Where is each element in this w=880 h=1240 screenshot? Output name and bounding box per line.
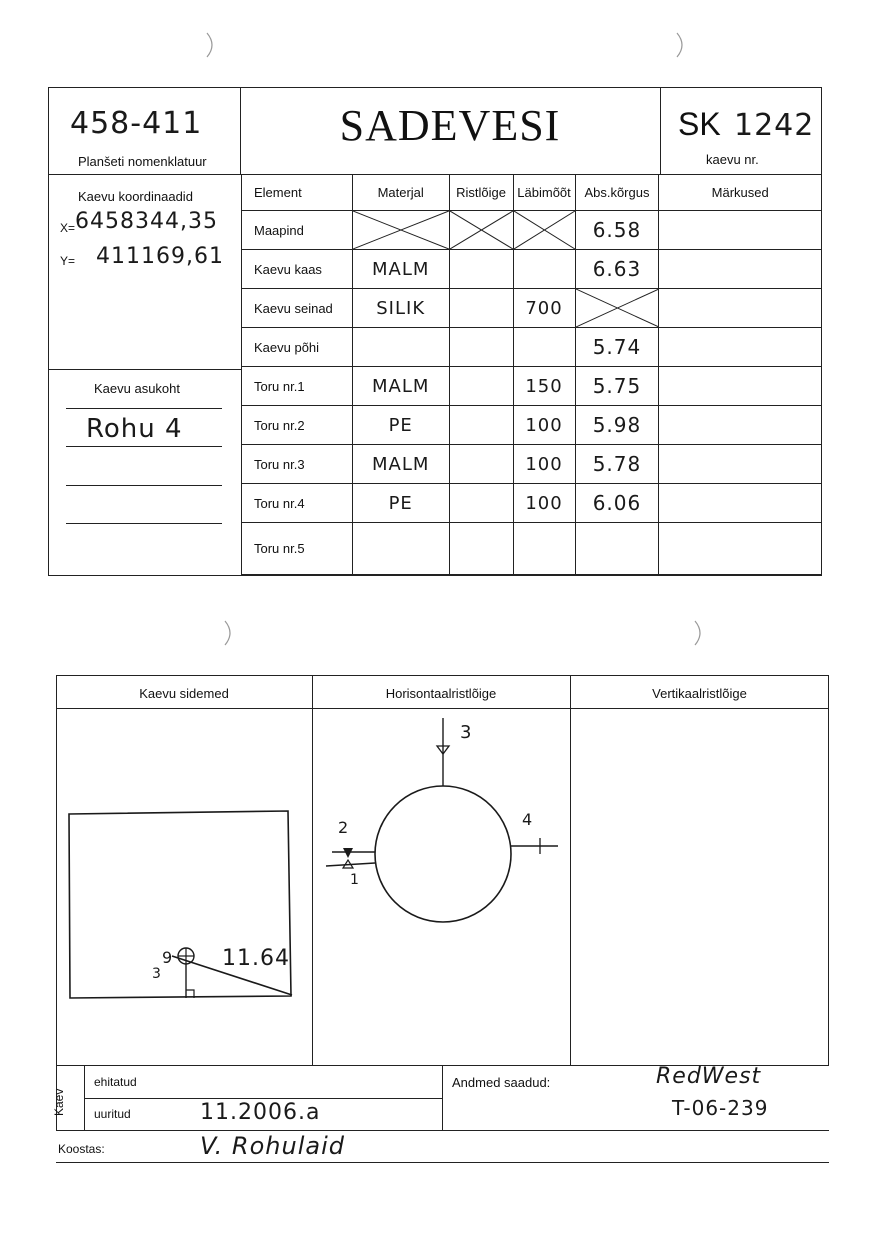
cell-markused <box>659 328 822 367</box>
coords-x-label: X= <box>60 221 76 235</box>
koostas-line <box>56 1162 829 1163</box>
sketch-small-label-b: 3 <box>152 966 162 982</box>
table-row <box>242 406 822 445</box>
table-row <box>242 445 822 484</box>
cell-markused <box>659 211 822 250</box>
table-row <box>242 328 822 367</box>
cell-ristloige <box>449 250 513 289</box>
cell-materjal <box>352 523 449 575</box>
punch-mark <box>692 620 706 646</box>
element-table <box>241 174 822 575</box>
cell-markused <box>659 406 822 445</box>
cell-crossed <box>449 211 513 250</box>
coords-y-label: Y= <box>60 254 76 268</box>
pipe-label-2: 2 <box>338 818 350 837</box>
coords-x-value: 6458344,35 <box>75 209 218 234</box>
cell-element: Kaevu seinad <box>242 289 353 328</box>
cell-markused <box>659 289 822 328</box>
punch-mark <box>222 620 236 646</box>
cell-element: Toru nr.3 <box>242 445 353 484</box>
location-line <box>66 523 222 524</box>
cell-ristloige <box>449 367 513 406</box>
cell-markused <box>659 250 822 289</box>
pipe-label-3: 3 <box>460 722 473 743</box>
table-row <box>242 250 822 289</box>
cell-labimoot: 150 <box>513 367 575 406</box>
cell-materjal: PE <box>352 484 449 523</box>
table-header-row <box>242 175 822 211</box>
cell-labimoot: 100 <box>513 406 575 445</box>
sketch-distance-label: 11.64 <box>222 946 290 971</box>
cell-abs: 5.78 <box>575 445 659 484</box>
cell-materjal <box>352 328 449 367</box>
cell-labimoot <box>513 328 575 367</box>
location-line <box>66 446 222 447</box>
footer-bottom-line <box>56 1130 829 1131</box>
cell-abs: 6.06 <box>575 484 659 523</box>
table-row <box>242 211 822 250</box>
lower-divider <box>570 675 571 1066</box>
col-header-ristloige: Ristlõige <box>449 175 513 211</box>
table-row <box>242 523 822 575</box>
table-row <box>242 484 822 523</box>
cell-ristloige <box>449 445 513 484</box>
cell-crossed <box>513 211 575 250</box>
location-section-top <box>48 369 241 370</box>
kaev-side-label: Kaev <box>52 1088 66 1116</box>
cell-element: Toru nr.4 <box>242 484 353 523</box>
header-divider-right <box>660 87 661 175</box>
col-header-materjal: Materjal <box>352 175 449 211</box>
ehitatud-label: ehitatud <box>94 1075 137 1089</box>
location-label: Kaevu asukoht <box>94 381 181 396</box>
cell-ristloige <box>449 289 513 328</box>
page-title: SADEVESI <box>339 101 561 150</box>
cell-ristloige <box>449 484 513 523</box>
punch-mark <box>674 32 688 58</box>
cell-crossed <box>352 211 449 250</box>
cell-materjal: MALM <box>352 445 449 484</box>
cell-crossed <box>575 289 659 328</box>
col-header-horisontaal: Horisontaalristlõige <box>385 686 497 701</box>
cell-markused <box>659 367 822 406</box>
cell-labimoot: 100 <box>513 445 575 484</box>
uuritud-value: 11.2006.a <box>200 1100 321 1125</box>
cell-element: Maapind <box>242 211 353 250</box>
col-header-labimoot: Läbimõõt <box>513 175 575 211</box>
coords-label: Kaevu koordinaadid <box>78 189 193 204</box>
well-number: 1242 <box>734 108 815 143</box>
footer-mid-divider <box>442 1066 443 1130</box>
cell-abs: 5.74 <box>575 328 659 367</box>
andmed-label: Andmed saadud: <box>452 1075 551 1090</box>
andmed-value-2: T-06-239 <box>672 1096 769 1120</box>
location-line <box>66 485 222 486</box>
col-header-markused: Märkused <box>659 175 822 211</box>
well-label: kaevu nr. <box>706 152 759 167</box>
cell-markused <box>659 445 822 484</box>
cell-abs: 5.75 <box>575 367 659 406</box>
koostas-label: Koostas: <box>58 1142 105 1156</box>
cell-ristloige <box>449 523 513 575</box>
cell-element: Kaevu kaas <box>242 250 353 289</box>
well-prefix: SK <box>678 106 721 142</box>
koostas-value: V. Rohulaid <box>200 1132 345 1160</box>
cell-element: Toru nr.5 <box>242 523 353 575</box>
cell-materjal: SILIK <box>352 289 449 328</box>
cell-abs: 6.63 <box>575 250 659 289</box>
sketch-small-label-a: 9 <box>162 948 174 967</box>
table-row <box>242 289 822 328</box>
cell-labimoot: 700 <box>513 289 575 328</box>
cell-ristloige <box>449 406 513 445</box>
cell-element: Kaevu põhi <box>242 328 353 367</box>
cell-element: Toru nr.2 <box>242 406 353 445</box>
location-value: Rohu 4 <box>86 414 183 444</box>
col-header-vertikaal: Vertikaalristlõige <box>652 686 747 701</box>
col-header-sidemed: Kaevu sidemed <box>139 686 229 701</box>
punch-mark <box>204 32 218 58</box>
cell-abs: 5.98 <box>575 406 659 445</box>
cell-materjal: PE <box>352 406 449 445</box>
col-header-abs: Abs.kõrgus <box>575 175 659 211</box>
connections-sketch <box>56 708 312 1066</box>
cell-abs <box>575 523 659 575</box>
pipe-label-4: 4 <box>522 810 534 829</box>
cell-markused <box>659 523 822 575</box>
cell-materjal: MALM <box>352 250 449 289</box>
cell-labimoot <box>513 523 575 575</box>
table-row <box>242 367 822 406</box>
coords-y-value: 411169,61 <box>96 244 224 269</box>
cell-ristloige <box>449 328 513 367</box>
cell-materjal: MALM <box>352 367 449 406</box>
location-line <box>66 408 222 409</box>
cell-element: Toru nr.1 <box>242 367 353 406</box>
andmed-value-1: RedWest <box>656 1064 762 1089</box>
cell-abs: 6.58 <box>575 211 659 250</box>
pipe-label-1: 1 <box>350 872 360 888</box>
cell-labimoot: 100 <box>513 484 575 523</box>
uuritud-label: uuritud <box>94 1107 131 1121</box>
footer-row-line <box>84 1098 442 1099</box>
col-header-element: Element <box>242 175 353 211</box>
nomenclature-value: 458-411 <box>70 106 203 141</box>
cell-markused <box>659 484 822 523</box>
nomenclature-label: Planšeti nomenklatuur <box>78 154 207 169</box>
cell-labimoot <box>513 250 575 289</box>
